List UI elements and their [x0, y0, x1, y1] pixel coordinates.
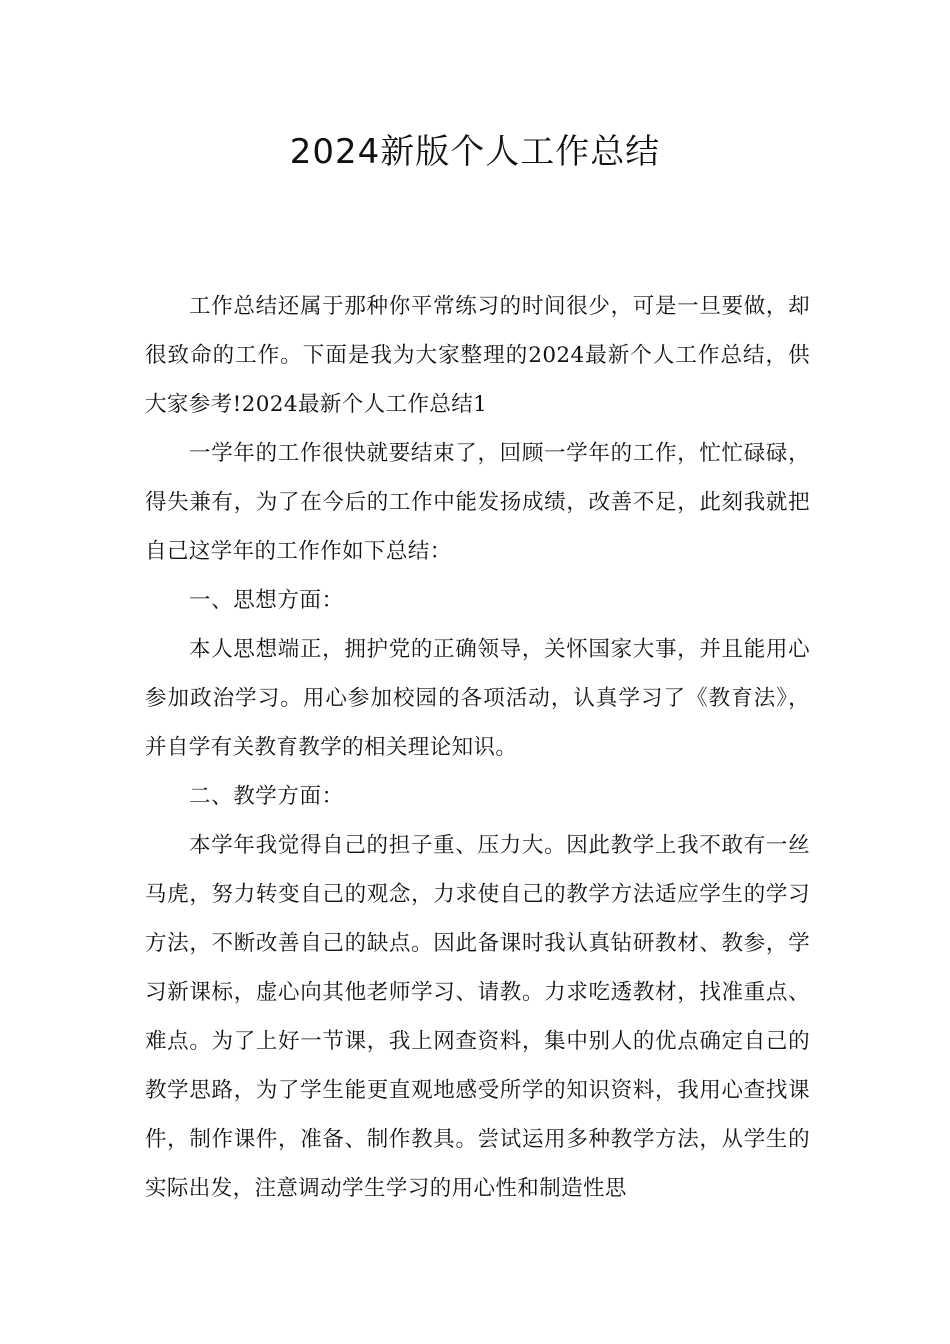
teaching-paragraph: 本学年我觉得自己的担子重、压力大。因此教学上我不敢有一丝马虎，努力转变自己的观念，力求使自己的教学方法适应学生的学习方法，不断改善自己的缺点。因此备课时我认真钻研教材、教参，学习新课标，虚心向其他老师学习、请教。力求吃透教材，找准重点、难点。为了上好一节课，我上网查资料，集中别人的优点确定自己的教学思路，为了学生能更直观地感受所学的知识资料，我用心查找课件，制作课件，准备、制作教具。尝试运用多种教学方法，从学生的实际出发，注意调动学生学习的用心性和制造性思	[145, 833, 810, 1201]
document-title: 2024新版个人工作总结	[289, 132, 661, 172]
document-body	[145, 282, 810, 1213]
intro-paragraph: 工作总结还属于那种你平常练习的时间很少，可是一旦要做，却很致命的工作。下面是我为大家整理的2024最新个人工作总结，供大家参考!2024最新个人工作总结1	[145, 294, 810, 417]
section-heading-thought: 一、思想方面：	[189, 588, 344, 613]
section-heading-teaching: 二、教学方面：	[189, 784, 344, 809]
thought-paragraph: 本人思想端正，拥护党的正确领导，关怀国家大事，并且能用心参加政治学习。用心参加校园的各项活动，认真学习了《教育法》，并自学有关教育教学的相关理论知识。	[145, 637, 810, 760]
overview-paragraph: 一学年的工作很快就要结束了，回顾一学年的工作，忙忙碌碌，得失兼有，为了在今后的工作中能发扬成绩，改善不足，此刻我就把自己这学年的工作作如下总结：	[145, 441, 810, 564]
